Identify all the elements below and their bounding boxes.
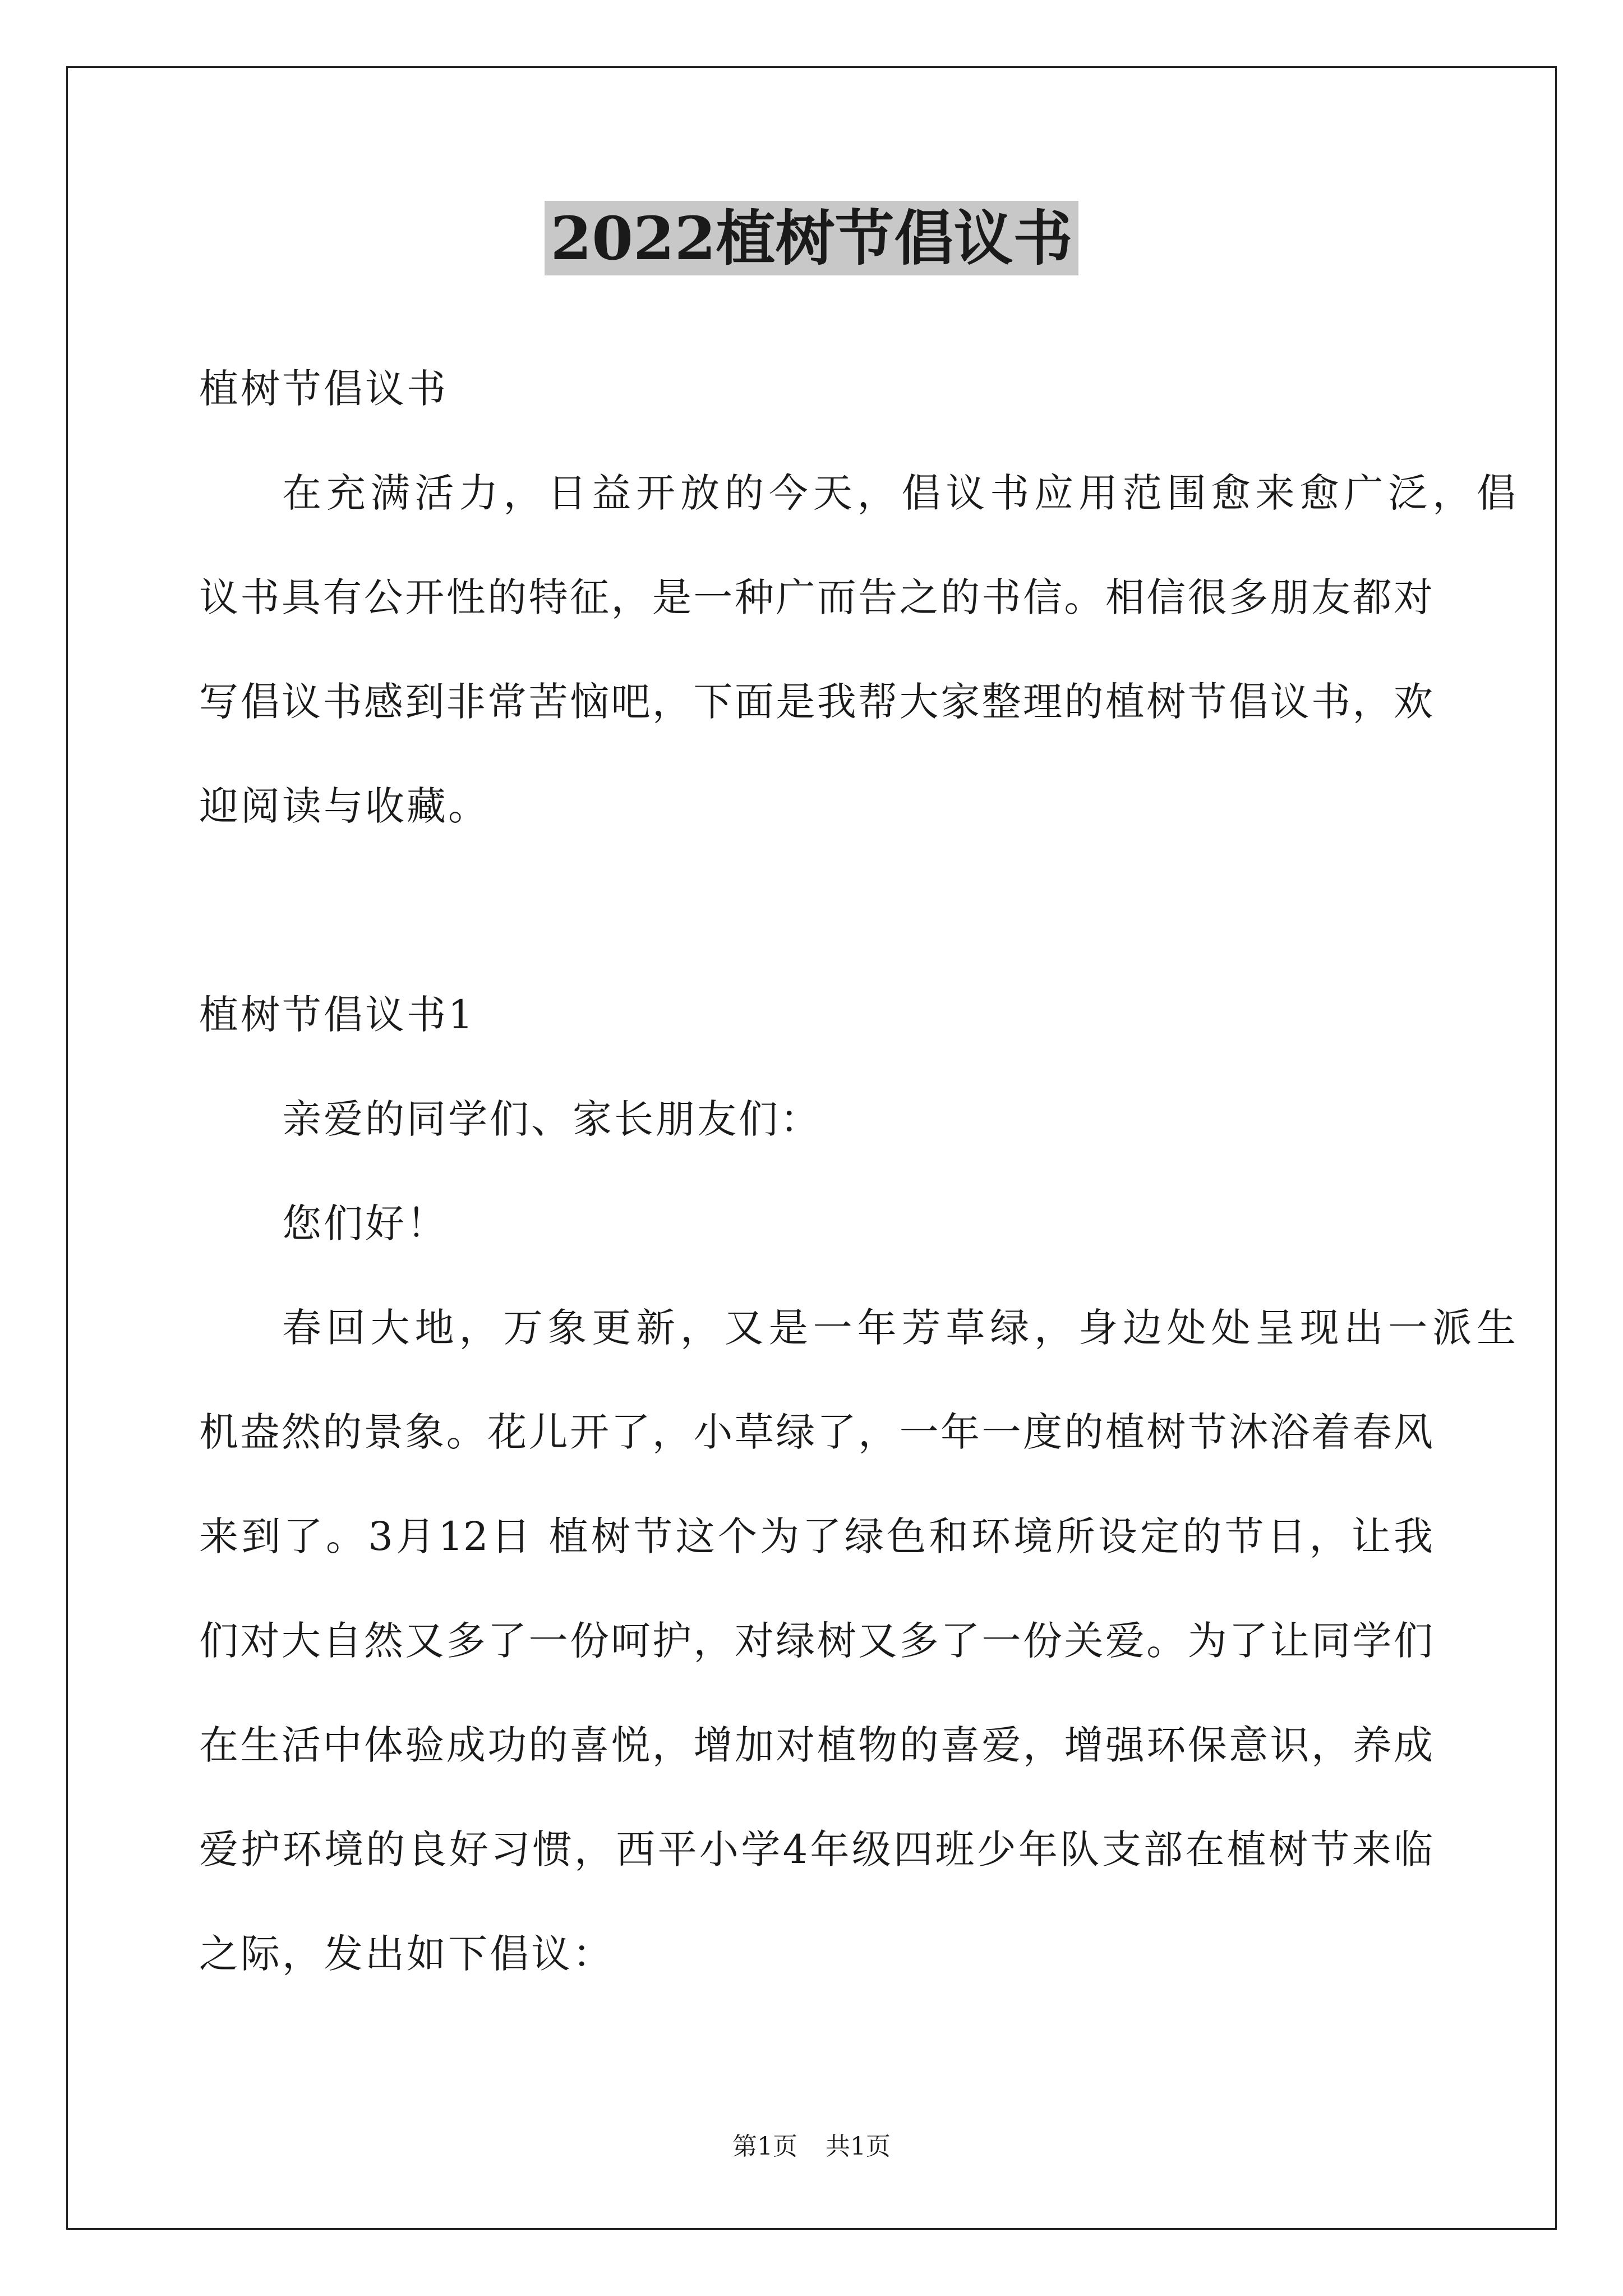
page-number: 第1页 [732,2132,797,2161]
page-footer [0,2126,1623,2162]
greeting: 您们好！ [282,1200,448,1246]
body-line-1: 春回大地，万象更新，又是一年芳草绿，身边处处呈现出一派生 [282,1305,1516,1351]
intro-line-1: 在充满活力，日益开放的今天，倡议书应用范围愈来愈广泛，倡 [282,470,1516,516]
document-title [0,202,1623,275]
intro-line-2: 议书具有公开性的特征，是一种广而告之的书信。相信很多朋友都对 [199,574,1433,620]
body-line-5: 在生活中体验成功的喜悦，增加对植物的喜爱，增强环保意识，养成 [199,1722,1433,1768]
body-line-4: 们对大自然又多了一份呵护，对绿树又多了一份关爱。为了让同学们 [199,1618,1433,1664]
intro-heading: 植树节倡议书 [199,366,448,412]
body-line-6: 爱护环境的良好习惯，西平小学4年级四班少年队支部在植树节来临 [199,1826,1433,1872]
document-body [199,337,1516,2006]
body-line-2: 机盎然的景象。花儿开了，小草绿了，一年一度的植树节沐浴着春风 [199,1409,1433,1455]
section-heading: 植树节倡议书1 [199,992,476,1038]
body-line-7: 之际，发出如下倡议： [199,1931,614,1977]
page-total: 共1页 [826,2132,891,2161]
paragraph-gap [199,858,1433,963]
intro-line-3: 写倡议书感到非常苦恼吧，下面是我帮大家整理的植树节倡议书，欢 [199,679,1433,725]
body-line-3: 来到了。3月12日 植树节这个为了绿色和环境所设定的节日，让我 [199,1513,1433,1559]
intro-line-4: 迎阅读与收藏。 [199,783,490,829]
salutation: 亲爱的同学们、家长朋友们： [282,1096,822,1142]
document-title-text: 2022植树节倡议书 [545,201,1078,275]
